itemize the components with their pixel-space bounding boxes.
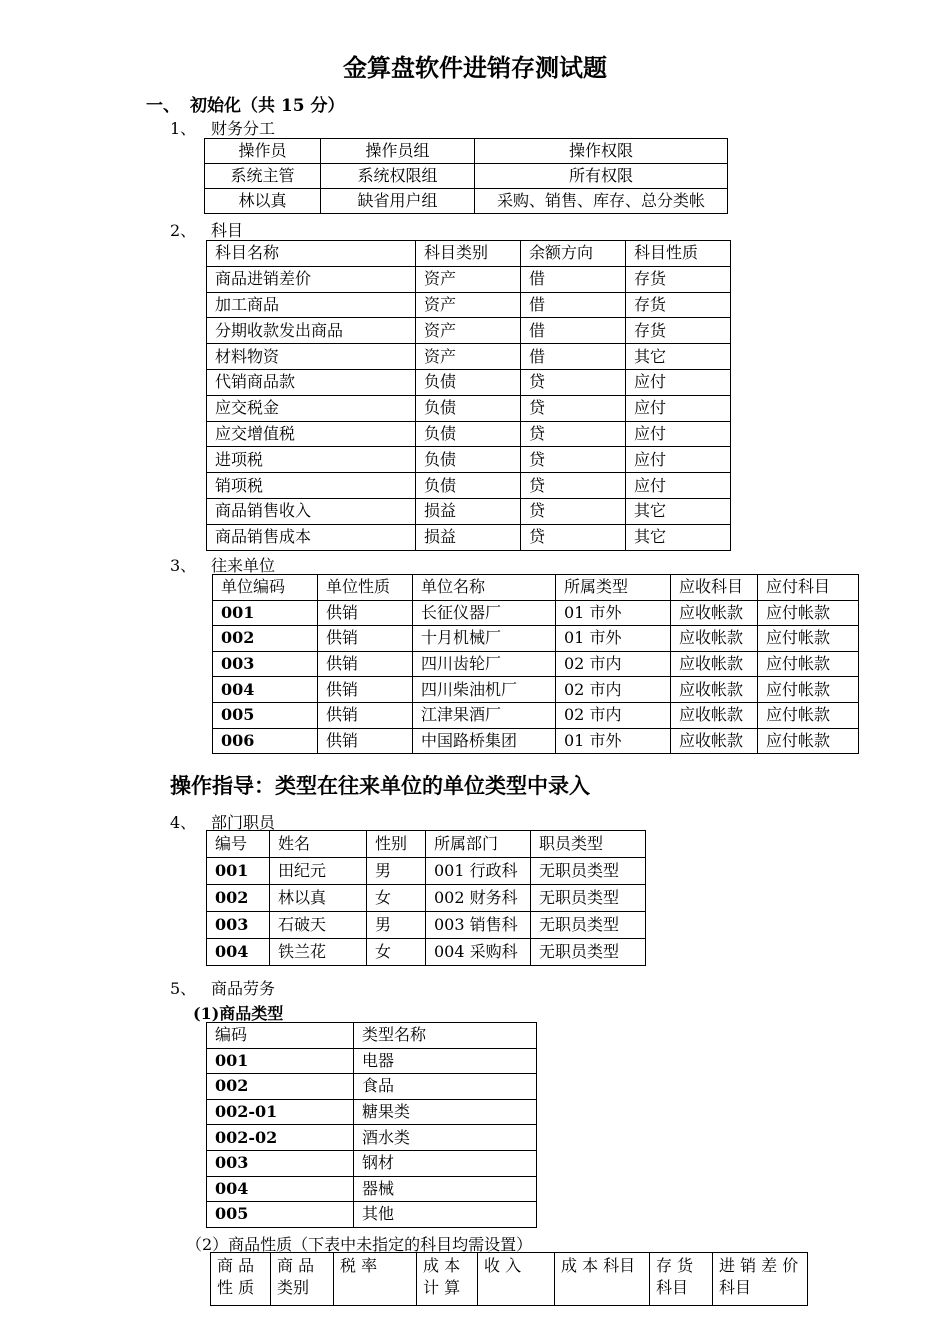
table-cell: 十月机械厂 xyxy=(413,626,556,652)
table-cell: 应付 xyxy=(626,447,731,473)
cell: 林以真 xyxy=(205,189,321,214)
header-cell: 税 率 xyxy=(334,1253,417,1306)
table-row xyxy=(207,498,731,524)
header-cell: 单位性质 xyxy=(318,575,413,601)
table-cell: 应付帐款 xyxy=(758,651,859,677)
table-cell: 应付帐款 xyxy=(758,702,859,728)
table-cell: 代销商品款 xyxy=(207,369,416,395)
table-cell: 男 xyxy=(367,912,426,939)
table-cell: 糖果类 xyxy=(354,1099,537,1125)
table-row xyxy=(207,266,731,292)
table-cell: 石破天 xyxy=(270,912,367,939)
header-cell: 余额方向 xyxy=(521,241,626,267)
table-cell: 借 xyxy=(521,266,626,292)
table-cell: 应收帐款 xyxy=(671,702,758,728)
cell: 操作员组 xyxy=(321,139,475,164)
s5-heading: 商品劳务 xyxy=(211,979,276,998)
header-cell: 类型名称 xyxy=(354,1023,537,1049)
table-cell: 负债 xyxy=(416,369,521,395)
cell: 采购、销售、库存、总分类帐 xyxy=(475,189,728,214)
table-row xyxy=(213,651,859,677)
s2-number: 2、 xyxy=(170,221,197,240)
table-cell: 存货 xyxy=(626,292,731,318)
table-cell: 01 市外 xyxy=(556,728,671,754)
section-1-number: 一、 xyxy=(146,96,180,116)
table-cell: 借 xyxy=(521,292,626,318)
s1-heading: 财务分工 xyxy=(211,119,276,138)
table-row xyxy=(207,318,731,344)
table-row xyxy=(213,702,859,728)
s4-number: 4、 xyxy=(170,813,197,832)
product-property-table xyxy=(210,1252,808,1306)
header-cell: 应付科目 xyxy=(758,575,859,601)
table-cell: 02 市内 xyxy=(556,651,671,677)
page-title: 金算盘软件进销存测试题 xyxy=(343,53,607,82)
table-cell: 商品进销差价 xyxy=(207,266,416,292)
table-cell: 应收帐款 xyxy=(671,600,758,626)
s2-heading: 科目 xyxy=(211,221,244,240)
table-cell: 应付帐款 xyxy=(758,600,859,626)
header-cell: 单位编码 xyxy=(213,575,318,601)
table-cell: 其它 xyxy=(626,344,731,370)
header-cell: 商 品 性 质 xyxy=(211,1253,271,1306)
header-cell: 职员类型 xyxy=(531,831,646,858)
table-cell: 负债 xyxy=(416,473,521,499)
table-cell: 借 xyxy=(521,318,626,344)
table-cell: 002 xyxy=(207,885,270,912)
header-cell: 单位名称 xyxy=(413,575,556,601)
table-cell: 002 xyxy=(207,1074,354,1100)
table-row xyxy=(207,447,731,473)
table-row xyxy=(207,858,646,885)
table-cell: 负债 xyxy=(416,395,521,421)
table-cell: 应付 xyxy=(626,369,731,395)
table-row xyxy=(213,575,859,601)
header-cell: 性别 xyxy=(367,831,426,858)
table-cell: 004 xyxy=(213,677,318,703)
table-cell: 加工商品 xyxy=(207,292,416,318)
table-row xyxy=(207,241,731,267)
table-row xyxy=(207,369,731,395)
table-cell: 损益 xyxy=(416,498,521,524)
table-cell: 006 xyxy=(213,728,318,754)
table-cell: 资产 xyxy=(416,318,521,344)
operation-guide: 操作指导：类型在往来单位的单位类型中录入 xyxy=(170,773,590,798)
table-row xyxy=(207,831,646,858)
table-row xyxy=(205,164,728,189)
finance-roles-table xyxy=(204,138,728,214)
header-cell: 所属部门 xyxy=(426,831,531,858)
table-cell: 存货 xyxy=(626,318,731,344)
table-cell: 无职员类型 xyxy=(531,885,646,912)
product-type-table xyxy=(206,1022,537,1228)
table-row xyxy=(205,139,728,164)
table-cell: 贷 xyxy=(521,395,626,421)
table-cell: 林以真 xyxy=(270,885,367,912)
table-cell: 贷 xyxy=(521,524,626,550)
table-cell: 应收帐款 xyxy=(671,677,758,703)
table-row xyxy=(207,524,731,550)
s5-number: 5、 xyxy=(170,979,197,998)
table-cell: 材料物资 xyxy=(207,344,416,370)
table-cell: 借 xyxy=(521,344,626,370)
staff-table xyxy=(206,830,646,966)
table-cell: 02 市内 xyxy=(556,702,671,728)
table-cell: 001 xyxy=(213,600,318,626)
table-cell: 酒水类 xyxy=(354,1125,537,1151)
table-row xyxy=(213,677,859,703)
table-cell: 供销 xyxy=(318,728,413,754)
table-cell: 进项税 xyxy=(207,447,416,473)
table-cell: 001 行政科 xyxy=(426,858,531,885)
table-cell: 商品销售成本 xyxy=(207,524,416,550)
header-cell: 商 品 类别 xyxy=(271,1253,334,1306)
table-cell: 003 xyxy=(207,1150,354,1176)
table-row xyxy=(207,344,731,370)
header-cell: 编号 xyxy=(207,831,270,858)
table-cell: 四川齿轮厂 xyxy=(413,651,556,677)
table-cell: 贷 xyxy=(521,498,626,524)
table-cell: 应付帐款 xyxy=(758,677,859,703)
header-cell: 应收科目 xyxy=(671,575,758,601)
table-cell: 分期收款发出商品 xyxy=(207,318,416,344)
table-row xyxy=(207,885,646,912)
table-cell: 销项税 xyxy=(207,473,416,499)
table-cell: 资产 xyxy=(416,292,521,318)
table-cell: 田纪元 xyxy=(270,858,367,885)
table-cell: 负债 xyxy=(416,447,521,473)
cell: 操作员 xyxy=(205,139,321,164)
table-cell: 003 xyxy=(213,651,318,677)
table-row xyxy=(213,728,859,754)
table-row xyxy=(207,1074,537,1100)
header-cell: 进 销 差 价 科目 xyxy=(713,1253,808,1306)
table-cell: 001 xyxy=(207,1048,354,1074)
accounts-table xyxy=(206,240,731,551)
table-cell: 供销 xyxy=(318,702,413,728)
table-cell: 001 xyxy=(207,858,270,885)
table-cell: 长征仪器厂 xyxy=(413,600,556,626)
table-cell: 商品销售收入 xyxy=(207,498,416,524)
table-cell: 四川柴油机厂 xyxy=(413,677,556,703)
table-cell: 应收帐款 xyxy=(671,728,758,754)
table-cell: 供销 xyxy=(318,600,413,626)
table-cell: 女 xyxy=(367,885,426,912)
table-row xyxy=(207,912,646,939)
table-cell: 电器 xyxy=(354,1048,537,1074)
table-cell: 中国路桥集团 xyxy=(413,728,556,754)
table-cell: 应付帐款 xyxy=(758,626,859,652)
table-cell: 01 市外 xyxy=(556,600,671,626)
table-cell: 003 xyxy=(207,912,270,939)
s3-number: 3、 xyxy=(170,556,197,575)
table-row xyxy=(207,421,731,447)
table-cell: 002 xyxy=(213,626,318,652)
table-cell: 损益 xyxy=(416,524,521,550)
header-cell: 成 本 科目 xyxy=(555,1253,650,1306)
table-row xyxy=(213,600,859,626)
table-cell: 存货 xyxy=(626,266,731,292)
table-cell: 资产 xyxy=(416,344,521,370)
header-cell: 收 入 xyxy=(478,1253,555,1306)
header-cell: 姓名 xyxy=(270,831,367,858)
table-row xyxy=(207,1125,537,1151)
table-cell: 江津果酒厂 xyxy=(413,702,556,728)
table-cell: 资产 xyxy=(416,266,521,292)
header-cell: 成 本 计 算 xyxy=(417,1253,478,1306)
table-row xyxy=(207,1202,537,1228)
table-row xyxy=(207,473,731,499)
table-cell: 贷 xyxy=(521,447,626,473)
s4-heading: 部门职员 xyxy=(211,813,276,832)
table-cell: 食品 xyxy=(354,1074,537,1100)
table-cell: 003 销售科 xyxy=(426,912,531,939)
partners-table xyxy=(212,574,859,754)
table-cell: 002-01 xyxy=(207,1099,354,1125)
table-cell: 002 财务科 xyxy=(426,885,531,912)
table-row xyxy=(207,939,646,966)
table-cell: 004 采购科 xyxy=(426,939,531,966)
cell: 系统主管 xyxy=(205,164,321,189)
table-cell: 供销 xyxy=(318,626,413,652)
cell: 所有权限 xyxy=(475,164,728,189)
table-cell: 005 xyxy=(213,702,318,728)
header-cell: 存 货 科目 xyxy=(650,1253,713,1306)
table-row xyxy=(205,189,728,214)
table-cell: 应收帐款 xyxy=(671,626,758,652)
table-row xyxy=(207,1099,537,1125)
table-cell: 02 市内 xyxy=(556,677,671,703)
table-cell: 贷 xyxy=(521,473,626,499)
table-cell: 其他 xyxy=(354,1202,537,1228)
table-cell: 其它 xyxy=(626,498,731,524)
table-cell: 01 市外 xyxy=(556,626,671,652)
table-row xyxy=(213,626,859,652)
table-cell: 无职员类型 xyxy=(531,939,646,966)
table-cell: 应付 xyxy=(626,421,731,447)
table-row xyxy=(207,1150,537,1176)
table-row xyxy=(211,1253,808,1306)
table-cell: 其它 xyxy=(626,524,731,550)
table-cell: 供销 xyxy=(318,651,413,677)
header-cell: 科目类别 xyxy=(416,241,521,267)
table-cell: 无职员类型 xyxy=(531,912,646,939)
table-cell: 应交税金 xyxy=(207,395,416,421)
table-cell: 女 xyxy=(367,939,426,966)
table-cell: 应交增值税 xyxy=(207,421,416,447)
table-cell: 贷 xyxy=(521,421,626,447)
table-cell: 应付 xyxy=(626,473,731,499)
table-cell: 应付 xyxy=(626,395,731,421)
header-cell: 科目名称 xyxy=(207,241,416,267)
header-cell: 所属类型 xyxy=(556,575,671,601)
table-cell: 钢材 xyxy=(354,1150,537,1176)
table-row xyxy=(207,1048,537,1074)
cell: 缺省用户组 xyxy=(321,189,475,214)
s5-sub1-heading: (1)商品类型 xyxy=(193,1004,284,1023)
table-cell: 应付帐款 xyxy=(758,728,859,754)
header-cell: 科目性质 xyxy=(626,241,731,267)
table-cell: 005 xyxy=(207,1202,354,1228)
s1-number: 1、 xyxy=(170,119,197,138)
table-cell: 男 xyxy=(367,858,426,885)
table-row xyxy=(207,395,731,421)
s5-sub2-heading: （2）商品性质（下表中未指定的科目均需设置） xyxy=(186,1235,533,1254)
table-cell: 负债 xyxy=(416,421,521,447)
cell: 操作权限 xyxy=(475,139,728,164)
table-cell: 器械 xyxy=(354,1176,537,1202)
table-row xyxy=(207,1176,537,1202)
table-cell: 应收帐款 xyxy=(671,651,758,677)
table-cell: 贷 xyxy=(521,369,626,395)
section-1-heading: 初始化（共 15 分） xyxy=(190,96,345,116)
s3-heading: 往来单位 xyxy=(211,556,276,575)
table-cell: 002-02 xyxy=(207,1125,354,1151)
table-row xyxy=(207,292,731,318)
table-cell: 铁兰花 xyxy=(270,939,367,966)
header-cell: 编码 xyxy=(207,1023,354,1049)
table-cell: 无职员类型 xyxy=(531,858,646,885)
cell: 系统权限组 xyxy=(321,164,475,189)
table-row xyxy=(207,1023,537,1049)
table-cell: 004 xyxy=(207,939,270,966)
table-cell: 供销 xyxy=(318,677,413,703)
table-cell: 004 xyxy=(207,1176,354,1202)
